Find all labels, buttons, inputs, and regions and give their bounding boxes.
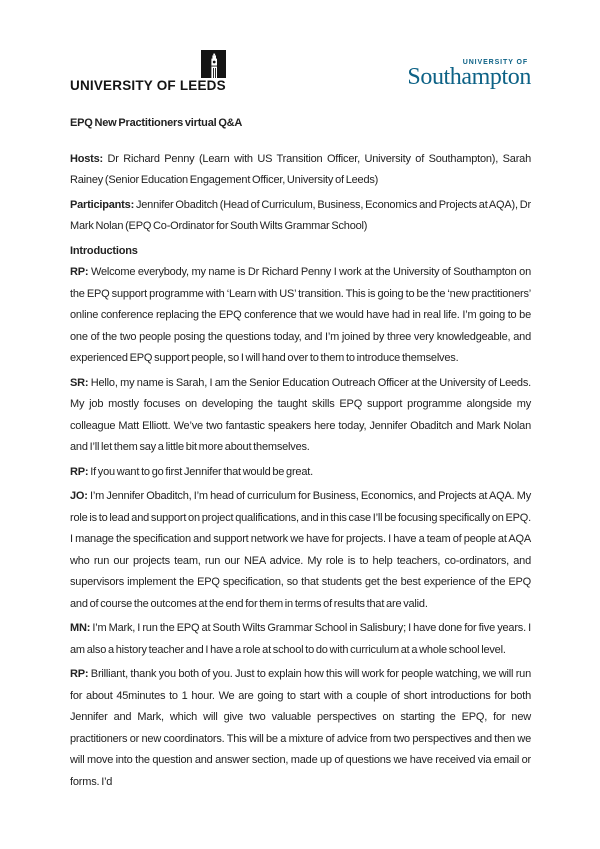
transcript-paragraph — [70, 664, 531, 793]
southampton-wordmark: Southampton — [407, 64, 531, 90]
speaker-label: MN: — [70, 622, 91, 634]
transcript-paragraph — [70, 462, 531, 484]
speaker-label: RP: — [70, 465, 89, 478]
speech-text: Dr Richard Penny (Learn with US Transition Officer, University of Southampton), Sarah Rainey (Senior Education Engagement Officer, University of Leeds) — [70, 152, 531, 186]
speaker-label: RP: — [70, 266, 89, 278]
speaker-label: RP: — [70, 668, 89, 680]
transcript-paragraph — [70, 262, 531, 370]
transcript-paragraphs — [70, 149, 531, 794]
transcript-paragraph — [70, 373, 531, 459]
speech-text: Brilliant, thank you both of you. Just to explain how this will work for people watching, we will run for about 45minutes to 1 hour. We are going to start with a couple of short introductions for both Jennifer and Mark, which will give two valuable perspectives on starting the EPQ, for new practitioners or new coordinators. This will be a mixture of advice from two perspectives and then we will move into the question and answer section, made up of questions we have received via email or forms. I’d — [70, 668, 531, 788]
document-title: EPQ New Practitioners virtual Q&A — [70, 117, 243, 129]
clock-tower-icon — [201, 50, 226, 78]
speech-text: I’m Mark, I run the EPQ at South Wilts Grammar School in Salisbury; I have done for five years. I am also a history teacher and I have a role at school to do with curriculum at a whole school level. — [70, 622, 531, 656]
logo-header — [70, 50, 531, 96]
speech-text: Hello, my name is Sarah, I am the Senior Education Outreach Officer at the University of Leeds. My job mostly focuses on developing the taught skills EPQ support programme alongside my colleague Matt Elliott. We’ve two fantastic speakers here today, Jennifer Obaditch and Mark Nolan and I’ll let them say a little bit more about themselves. — [70, 376, 531, 453]
leeds-wordmark: UNIVERSITY OF LEEDS — [70, 78, 226, 93]
speaker-label: Participants: — [70, 198, 135, 211]
university-of-leeds-logo — [70, 50, 226, 94]
transcript-content — [70, 113, 531, 793]
speaker-label: SR: — [70, 376, 89, 389]
transcript-paragraph — [70, 149, 531, 192]
speech-text: Welcome everybody, my name is Dr Richard Penny I work at the University of Southampton on the EPQ support programme with ‘Learn with US’ transition. This is going to be the ‘new practitioners’ online conference replacing the EPQ conference that we would have had in real life. I’m going to be one of the two people posing the questions today, and I’m joined by three very knowledgeable, and experienced EPQ support people, so I will hand over to them to introduce themselves. — [70, 266, 531, 364]
speech-text: If you want to go first Jennifer that would be great. — [88, 465, 313, 478]
speech-text: I’m Jennifer Obaditch, I’m head of curriculum for Business, Economics, and Projects at AQA. My role is to lead and support on project qualifications, and in this case I’ll be focusing specifically on EPQ. I manage the specification and support network we have for projects. I have a team of people at AQA who run our projects team, run our NEA advice. My role is to help teachers, co-ordinators, and supervisors implement the EPQ specification, so that students get the best experience of the EPQ and of course the outcomes at the end for them in terms of results that are valid. — [70, 490, 531, 610]
speaker-label: JO: — [70, 490, 88, 502]
transcript-paragraph — [70, 486, 531, 615]
university-of-southampton-logo — [407, 59, 531, 89]
transcript-paragraph — [70, 195, 531, 238]
transcript-paragraph — [70, 618, 531, 661]
section-heading: Introductions — [70, 244, 138, 257]
southampton-small-text: UNIVERSITY OF — [462, 59, 528, 66]
speaker-label: Hosts: — [70, 152, 104, 165]
speech-text: Jennifer Obaditch (Head of Curriculum, Business, Economics and Projects at AQA), Dr Mark Nolan (EPQ Co-Ordinator for South Wilts Grammar School) — [70, 198, 531, 232]
